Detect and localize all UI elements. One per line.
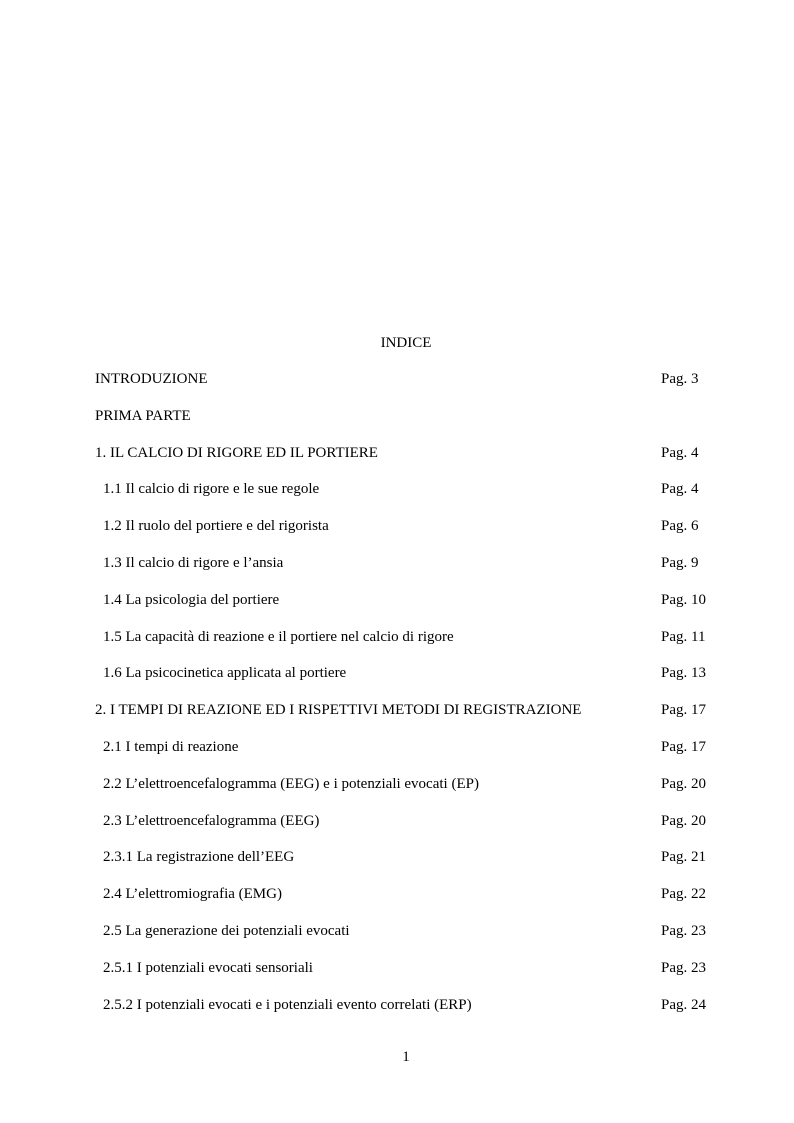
toc-entry [0, 738, 794, 775]
toc-entry-page: Pag. 23 [661, 959, 706, 976]
toc-entry-label: INTRODUZIONE [95, 371, 208, 387]
toc-entry-label: 1.2 Il ruolo del portiere e del rigorista [103, 518, 329, 535]
toc-entry-page: Pag. 11 [661, 628, 706, 645]
toc-entry [0, 370, 794, 407]
toc-entry [0, 517, 794, 554]
toc-entry-page: Pag. 13 [661, 665, 706, 682]
toc-entry [0, 591, 794, 628]
toc-entry-page: Pag. 21 [661, 849, 706, 866]
toc-entry [0, 701, 794, 738]
toc-entry-label: 1.4 La psicologia del portiere [103, 591, 280, 608]
toc-entry [0, 812, 794, 849]
toc-entry-label: 2.3 L’elettroencefalogramma (EEG) [103, 812, 320, 829]
page-number: 1 [402, 1049, 410, 1065]
toc-entry [0, 885, 794, 922]
toc-entry-page: Pag. 17 [661, 738, 706, 755]
toc-entry-label: 2.2 L’elettroencefalogramma (EEG) e i potenziali evocati (EP) [103, 775, 479, 792]
toc-entry [0, 996, 794, 1033]
toc-entry [0, 775, 794, 812]
toc-entry-page: Pag. 6 [661, 518, 699, 535]
toc-entry-page: Pag. 4 [661, 481, 699, 498]
toc-entry-label: 2.1 I tempi di reazione [103, 738, 239, 755]
toc-entry [0, 664, 794, 701]
toc-entry-page: Pag. 20 [661, 775, 706, 792]
toc-entry-label: 2.5.2 I potenziali evocati e i potenziali evento correlati (ERP) [103, 996, 472, 1013]
table-of-contents [0, 370, 794, 1032]
toc-entry-page: Pag. 17 [661, 702, 706, 719]
toc-entry-label: 2.3.1 La registrazione dell’EEG [103, 849, 295, 866]
toc-entry-label: 2. I TEMPI DI REAZIONE ED I RISPETTIVI METODI DI REGISTRAZIONE [95, 702, 582, 719]
toc-entry-page: Pag. 10 [661, 591, 706, 608]
toc-entry-label: 2.4 L’elettromiografia (EMG) [103, 886, 282, 903]
toc-entry-page: Pag. 23 [661, 922, 706, 939]
toc-entry-page: Pag. 24 [661, 996, 706, 1013]
toc-entry-page: Pag. 22 [661, 886, 706, 903]
toc-entry-page: Pag. 9 [661, 554, 699, 571]
toc-entry [0, 922, 794, 959]
toc-entry [0, 628, 794, 665]
toc-entry [0, 444, 794, 481]
toc-entry-label: 1.5 La capacità di reazione e il portiere nel calcio di rigore [103, 628, 454, 645]
toc-entry [0, 554, 794, 591]
toc-entry-page: Pag. 4 [661, 444, 699, 461]
toc-entry [0, 407, 794, 444]
toc-entry [0, 480, 794, 517]
toc-entry-label: 2.5 La generazione dei potenziali evocati [103, 922, 350, 939]
toc-entry-label: 2.5.1 I potenziali evocati sensoriali [103, 959, 313, 976]
toc-title: INDICE [380, 335, 432, 351]
toc-entry-page: Pag. 20 [661, 812, 706, 829]
toc-entry-label: 1.6 La psicocinetica applicata al portiere [103, 665, 347, 682]
toc-entry-label: 1.3 Il calcio di rigore e l’ansia [103, 554, 284, 571]
toc-entry [0, 848, 794, 885]
toc-entry-page: Pag. 3 [661, 371, 699, 387]
toc-entry-label: PRIMA PARTE [95, 407, 191, 424]
toc-entry-label: 1.1 Il calcio di rigore e le sue regole [103, 481, 320, 498]
toc-entry [0, 959, 794, 996]
toc-entry-label: 1. IL CALCIO DI RIGORE ED IL PORTIERE [95, 444, 378, 461]
